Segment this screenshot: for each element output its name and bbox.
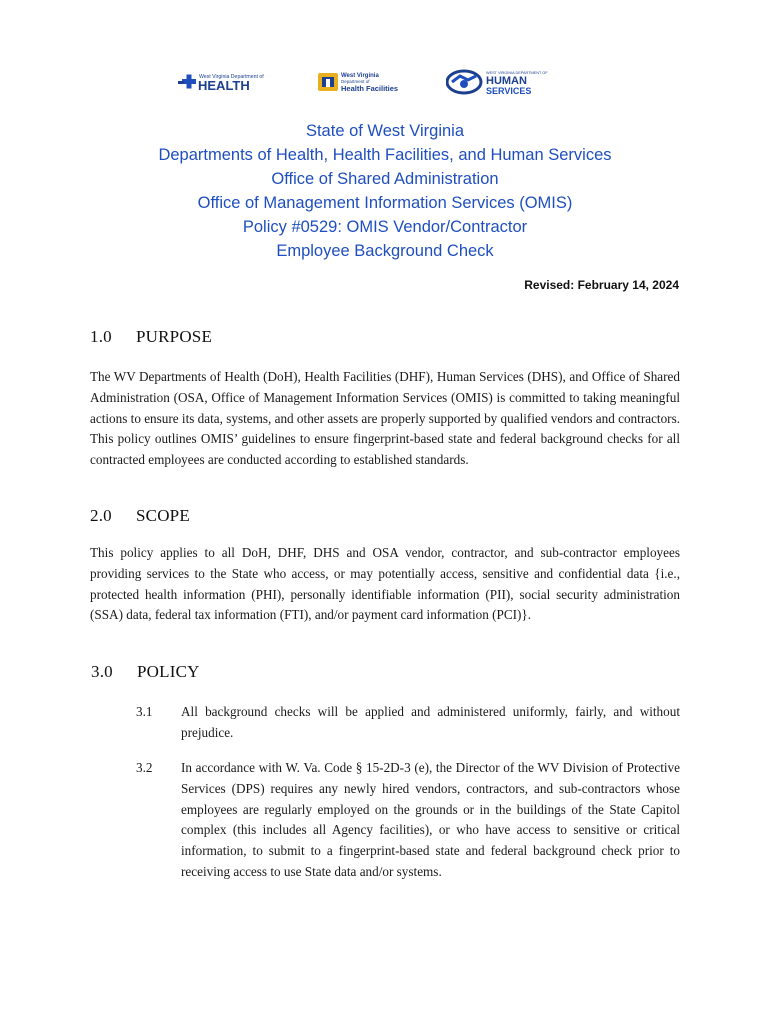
dept-health-facilities-logo	[316, 68, 428, 98]
section-policy-heading	[91, 662, 200, 682]
cross-icon	[178, 75, 196, 89]
title-osa: Office of Shared Administration	[271, 170, 499, 188]
policy-item-number: 3.1	[136, 704, 153, 719]
hs-logo-line3: SERVICES	[486, 86, 532, 96]
hs-logo-line1: WEST VIRGINIA DEPARTMENT OF	[486, 71, 548, 75]
dept-health-logo	[178, 68, 290, 98]
section-scope-heading	[90, 506, 190, 526]
hf-logo-line1: West Virginia	[341, 73, 379, 79]
policy-item-text: All background checks will be applied and administered uniformly, fairly, and without prejudice.	[181, 704, 680, 740]
hf-logo-line3: Health Facilities	[341, 84, 399, 93]
title-omis: Office of Management Information Services (OMIS)	[197, 194, 573, 212]
dept-human-services-logo	[446, 68, 564, 98]
section-number: 3.0	[91, 662, 113, 681]
header-logos	[0, 68, 770, 98]
policy-item-number: 3.2	[136, 760, 153, 775]
policy-item	[136, 702, 680, 744]
section-title: POLICY	[137, 662, 200, 681]
title-policy-name: Employee Background Check	[276, 242, 494, 260]
revised-date: Revised: February 14, 2024	[524, 278, 679, 292]
hf-logo-line2: Department of	[341, 79, 370, 84]
title-state: State of West Virginia	[305, 122, 465, 140]
policy-item-text: In accordance with W. Va. Code § 15-2D-3 (e), the Director of the WV Division of Protective Services (DPS) requires any newly hired vendors, contractors, and sub-contractors whose employees are regularly employed on the grounds or in the buildings of the State Capitol complex (this includes all Agency facilities), or who have access to sensitive or critical information, to submit to a fingerprint-based state and federal background check prior to receiving access to use State data and/or systems.	[181, 760, 680, 879]
hs-logo-line2: HUMAN	[486, 75, 527, 87]
policy-item	[136, 758, 680, 883]
section-title: PURPOSE	[136, 327, 213, 346]
dept-health-logo-line1: West Virginia Department of	[199, 74, 264, 80]
title-policy-number: Policy #0529: OMIS Vendor/Contractor	[242, 218, 528, 236]
section-scope-text: This policy applies to all DoH, DHF, DHS and OSA vendor, contractor, and sub-contractor employees providing services to the State who access, or may potentially access, sensitive and confidential data {i.e., protected health information (PHI), personally identifiable information (PII), social security administration (SSA) data, federal tax information (FTI), and/or payment card information (PCI)}.	[90, 545, 680, 623]
document-title	[0, 119, 770, 263]
section-number: 1.0	[90, 327, 112, 346]
section-purpose-heading	[90, 327, 212, 347]
title-departments: Departments of Health, Health Facilities, and Human Services	[158, 146, 612, 164]
section-title: SCOPE	[136, 506, 190, 525]
handshake-icon	[447, 71, 481, 93]
section-number: 2.0	[90, 506, 112, 525]
section-purpose-text: The WV Departments of Health (DoH), Health Facilities (DHF), Human Services (DHS), and Office of Shared Administration (OSA, Office of Management Information Services (OMIS) is committed to taking meaningful actions to ensure its data, systems, and other assets are properly supported by qualified vendors and contractors. This policy outlines OMIS’ guidelines to ensure fingerprint-based state and federal background checks for all contracted employees are conducted according to established standards.	[90, 369, 680, 468]
dept-health-logo-line2: HEALTH	[198, 78, 250, 93]
